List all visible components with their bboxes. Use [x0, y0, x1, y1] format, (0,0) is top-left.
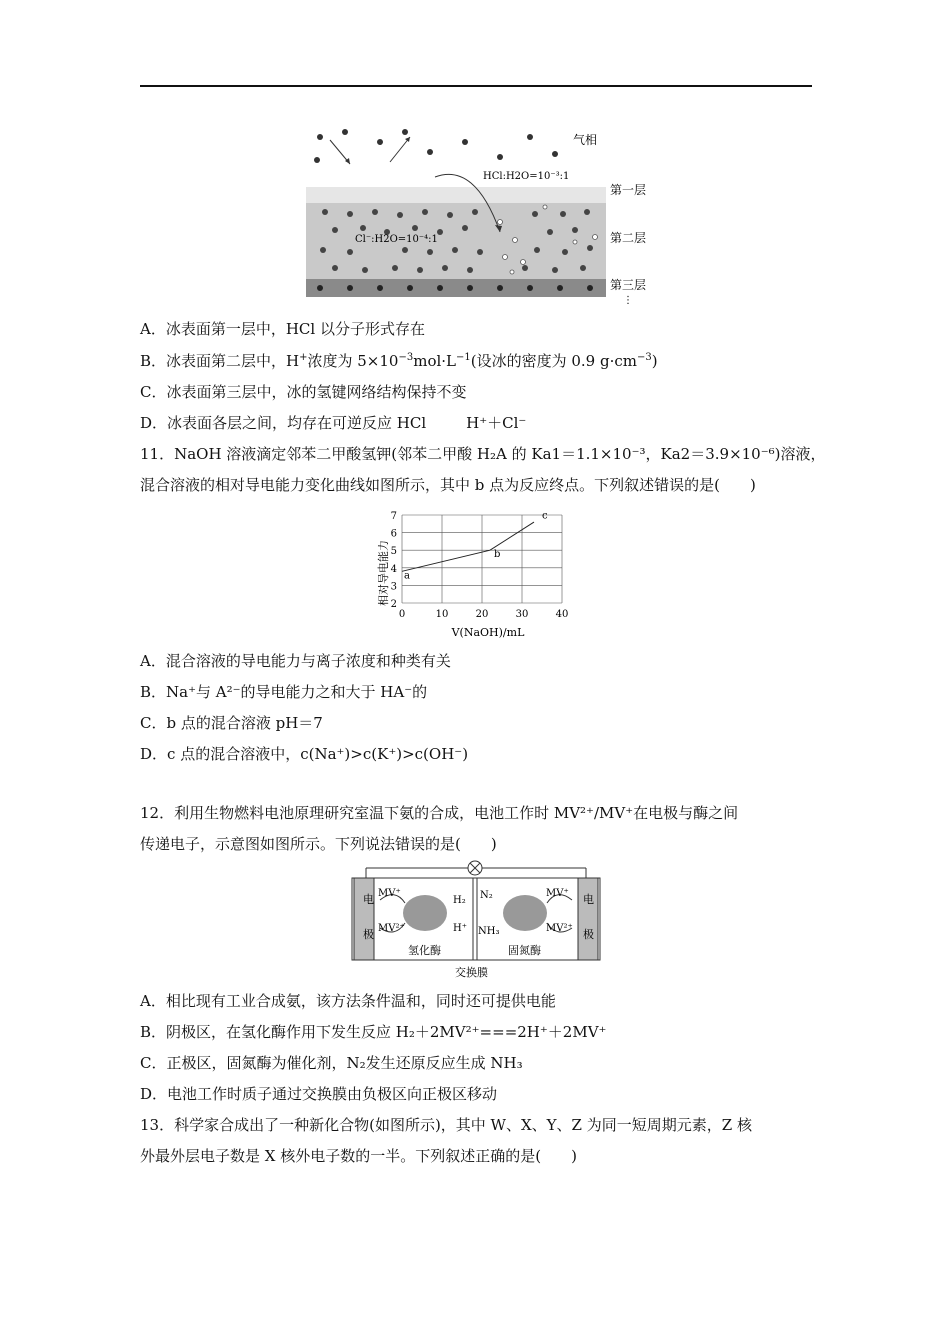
q11-stem-line2: 混合溶液的相对导电能力变化曲线如图所示，其中 b 点为反应终点。下列叙述错误的是( ) [140, 476, 756, 494]
q12-option-a: A．相比现有工业合成氨，该方法条件温和，同时还可提供电能 [140, 992, 556, 1010]
chart-ylabel: 相对导电能力 [377, 540, 390, 606]
q11-option-b: B．Na⁺与 A²⁻的导电能力之和大于 HA⁻的 [140, 683, 428, 701]
chart-xlabel: V(NaOH)/mL [451, 626, 525, 639]
layer1-label: 第一层 [610, 183, 647, 197]
fuel-cell-figure [350, 858, 602, 983]
q10-option-b: B．冰表面第二层中，H+浓度为 $5\times 10^{-3}mol\cdot L^{-1}$(设冰的密度为 0.9 $g\cdot cm^{-3}$) [140, 352, 658, 370]
q12-stem-line2: 传递电子，示意图如图所示。下列说法错误的是( ) [140, 835, 497, 853]
ice-surface-figure [305, 122, 650, 307]
mv-2plus-right: MV²⁺ [546, 923, 573, 934]
electrode-left-top: 电 [363, 893, 374, 906]
q12-option-d: D．电池工作时质子通过交换膜由负极区向正极区移动 [140, 1085, 498, 1103]
q11-option-c: C．b 点的混合溶液 pH＝7 [140, 714, 323, 732]
y-tick-label: 7 [390, 511, 397, 522]
layer3-label: 第三层 [610, 278, 647, 292]
mv-plus-right: MV⁺ [546, 888, 569, 899]
point-label-b: b [494, 549, 501, 561]
nh3-label: NH₃ [478, 926, 500, 937]
mv-plus-left: MV⁺ [378, 888, 401, 899]
q12-option-c: C．正极区，固氮酶为催化剂，N₂发生还原反应生成 NH₃ [140, 1054, 523, 1072]
q13-stem-line1: 13．科学家合成出了一种新化合物(如图所示)，其中 W、X、Y、Z 为同一短周期元素，Z 核 [140, 1116, 752, 1134]
point-label-a: a [404, 570, 410, 582]
electrode-right-top: 电 [583, 893, 594, 906]
membrane-label: 交换膜 [455, 966, 488, 979]
x-tick-label: 30 [515, 609, 529, 620]
n2-label: N₂ [480, 890, 493, 901]
x-tick-label: 10 [435, 609, 449, 620]
x-tick-label: 20 [475, 609, 489, 620]
q10-option-a: A．冰表面第一层中，HCl 以分子形式存在 [140, 320, 425, 338]
more-layers-label: ⋮ [623, 295, 633, 306]
point-label-c: c [542, 510, 548, 522]
y-tick-label: 4 [390, 563, 397, 575]
hcl-ratio-label: HCl:H2O=10⁻³:1 [483, 171, 570, 182]
x-tick-label: 40 [555, 609, 569, 620]
nitrogenase-label: 固氮酶 [508, 944, 541, 957]
q10-option-d: D．冰表面各层之间，均存在可逆反应 HCl H⁺＋Cl⁻ [140, 414, 527, 432]
h-plus-label: H⁺ [453, 923, 467, 934]
q10-option-c: C．冰表面第三层中，冰的氢键网络结构保持不变 [140, 383, 467, 401]
y-tick-label: 3 [390, 581, 397, 593]
electrode-left-bottom: 极 [363, 928, 374, 941]
h2-label: H₂ [453, 895, 466, 906]
q13-stem-line2: 外最外层电子数是 X 核外电子数的一半。下列叙述正确的是( ) [140, 1147, 577, 1165]
mv-2plus-left: MV²⁺ [378, 923, 405, 934]
y-tick-label: 2 [390, 599, 397, 610]
cl-ratio-label: Cl⁻:H2O=10⁻⁴:1 [355, 234, 438, 245]
conductivity-chart [370, 505, 580, 640]
y-tick-label: 5 [390, 546, 397, 558]
q11-option-a: A．混合溶液的导电能力与离子浓度和种类有关 [140, 652, 451, 670]
q12-stem-line1: 12．利用生物燃料电池原理研究室温下氨的合成，电池工作时 MV²⁺/MV⁺在电极与酶之间 [140, 804, 739, 822]
x-tick-label: 0 [398, 609, 406, 620]
q11-option-d: D．c 点的混合溶液中，c(Na⁺)>c(K⁺)>c(OH⁻) [140, 745, 469, 763]
electrode-right-bottom: 极 [583, 928, 594, 941]
q12-option-b: B．阴极区，在氢化酶作用下发生反应 H₂＋2MV²⁺===2H⁺＋2MV⁺ [140, 1023, 607, 1041]
layer2-label: 第二层 [610, 231, 647, 245]
header-rule [140, 85, 812, 87]
conductivity-curve [402, 522, 534, 571]
y-tick-label: 6 [390, 528, 397, 540]
gas-phase-label: 气相 [573, 133, 598, 147]
hydrogenase-label: 氢化酶 [408, 944, 441, 957]
q11-stem-line1: 11．NaOH 溶液滴定邻苯二甲酸氢钾(邻苯二甲酸 H₂A 的 Ka1＝1.1×10⁻³，Ka2＝3.9×10⁻⁶)溶液， [140, 445, 826, 463]
